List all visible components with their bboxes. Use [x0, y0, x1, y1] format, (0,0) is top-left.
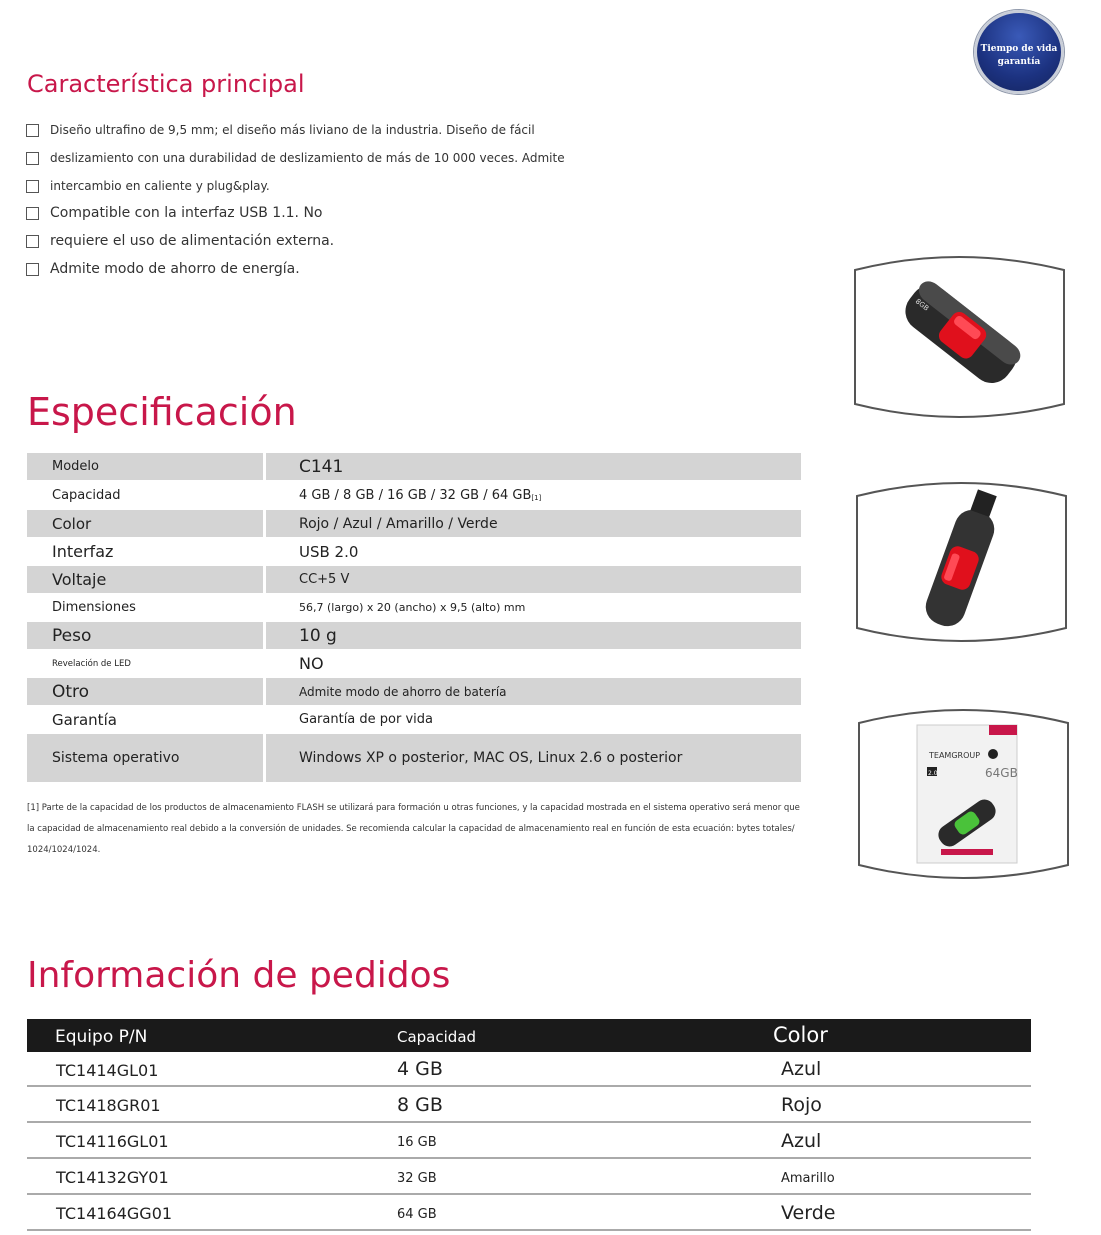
spec-label: Color: [27, 510, 263, 537]
feature-item: Compatible con la interfaz USB 1.1. No: [26, 205, 323, 221]
table-row: [27, 1052, 1031, 1087]
product-image-3-package: [857, 707, 1070, 882]
spec-row-dimensions: [27, 594, 801, 621]
badge-line-1: Tiempo de vida: [980, 44, 1058, 54]
cell-pn: TC1418GR01: [56, 1096, 161, 1115]
cell-color: Azul: [781, 1058, 822, 1080]
drive-capacity-label: 8GB: [913, 297, 931, 313]
spec-label: Garantía: [52, 710, 117, 729]
lifetime-warranty-badge: [974, 10, 1064, 94]
cell-capacity: 32 GB: [397, 1171, 437, 1186]
cell-pn: TC14116GL01: [56, 1132, 169, 1151]
spec-value: Rojo / Azul / Amarillo / Verde: [266, 510, 801, 537]
header-pn: Equipo P/N: [55, 1027, 148, 1047]
cell-capacity: 16 GB: [397, 1135, 437, 1150]
spec-value: 4 GB / 8 GB / 16 GB / 32 GB / 64 GB [1]: [299, 488, 542, 503]
feature-item: requiere el uso de alimentación externa.: [26, 233, 334, 249]
footnote-ref: [1]: [531, 493, 542, 502]
spec-row-warranty: [27, 706, 801, 733]
spec-value: Windows XP o posterior, MAC OS, Linux 2.6 o posterior: [266, 734, 801, 782]
spec-row-voltage: [27, 566, 801, 593]
checkbox-icon: [26, 124, 39, 137]
spec-label: Peso: [27, 622, 263, 649]
table-row: [27, 1159, 1031, 1195]
checkbox-icon: [26, 180, 39, 193]
checkbox-icon: [26, 263, 39, 276]
checkbox-icon: [26, 235, 39, 248]
feature-item: Diseño ultrafino de 9,5 mm; el diseño más liviano de la industria. Diseño de fácil: [26, 123, 535, 137]
spec-label: Capacidad: [52, 488, 121, 503]
product-image-2: [855, 480, 1068, 643]
spec-footnote: [1] Parte de la capacidad de los productos de almacenamiento FLASH se utilizará para formación u otras funciones, y la capacidad mostrada en el sistema operativo será menor que la capacidad de almacenamiento real debido a la conversión de unidades. Se recomienda calcular la capacidad de almacenamiento real en función de esta ecuación: bytes totales/ 1024/1024/1024.: [27, 803, 800, 855]
spec-row-led: [27, 650, 801, 677]
feature-item: deslizamiento con una durabilidad de deslizamiento de más de 10 000 veces. Admite: [26, 151, 565, 165]
cell-color: Amarillo: [781, 1171, 835, 1186]
spec-row-model: [27, 453, 801, 480]
package-usb-version: 2.0: [928, 770, 938, 777]
cell-pn: TC14132GY01: [56, 1168, 169, 1187]
badge-line-2: garantía: [997, 57, 1041, 67]
table-row: [27, 1087, 1031, 1123]
cell-capacity: 4 GB: [397, 1058, 443, 1080]
feature-item: intercambio en caliente y plug&play.: [26, 179, 270, 193]
orders-title: Información de pedidos: [27, 955, 451, 996]
spec-row-weight: [27, 622, 801, 649]
spec-value: NO: [299, 654, 324, 673]
spec-row-os: [27, 734, 801, 782]
package-capacity: 64GB: [985, 766, 1018, 780]
spec-value: 56,7 (largo) x 20 (ancho) x 9,5 (alto) mm: [299, 601, 526, 614]
cell-capacity: 64 GB: [397, 1207, 437, 1222]
orders-table-header: [27, 1019, 1031, 1052]
spec-value: Garantía de por vida: [299, 712, 433, 727]
cell-capacity: 8 GB: [397, 1094, 443, 1116]
checkbox-icon: [26, 207, 39, 220]
cell-color: Azul: [781, 1130, 822, 1152]
spec-label: Modelo: [27, 453, 263, 480]
feature-item: Admite modo de ahorro de energía.: [26, 261, 300, 277]
spec-value: 10 g: [266, 622, 801, 649]
spec-label: Dimensiones: [52, 600, 136, 615]
spec-value: USB 2.0: [299, 542, 359, 561]
spec-label: Revelación de LED: [52, 658, 131, 669]
spec-row-other: [27, 678, 801, 705]
cell-pn: TC1414GL01: [56, 1061, 159, 1080]
package-brand: TEAMGROUP: [929, 751, 981, 760]
cell-color: Verde: [781, 1202, 836, 1224]
spec-title: Especificación: [27, 390, 297, 434]
spec-row-capacity: [27, 482, 801, 509]
product-image-1: [853, 254, 1066, 420]
spec-label: Otro: [27, 678, 263, 705]
cell-pn: TC14164GG01: [56, 1204, 173, 1223]
header-color: Color: [773, 1023, 828, 1047]
spec-label: Interfaz: [52, 542, 114, 561]
spec-label: Sistema operativo: [27, 734, 263, 782]
table-row: [27, 1123, 1031, 1159]
header-capacity: Capacidad: [397, 1028, 477, 1046]
spec-value: CC+5 V: [266, 566, 801, 593]
spec-label: Voltaje: [27, 566, 263, 593]
spec-value: C141: [266, 453, 801, 480]
checkbox-icon: [26, 152, 39, 165]
spec-row-interface: [27, 538, 801, 565]
cell-color: Rojo: [781, 1094, 822, 1116]
features-title: Característica principal: [27, 70, 305, 98]
spec-row-color: [27, 510, 801, 537]
spec-value: Admite modo de ahorro de batería: [266, 678, 801, 705]
table-row: [27, 1195, 1031, 1231]
